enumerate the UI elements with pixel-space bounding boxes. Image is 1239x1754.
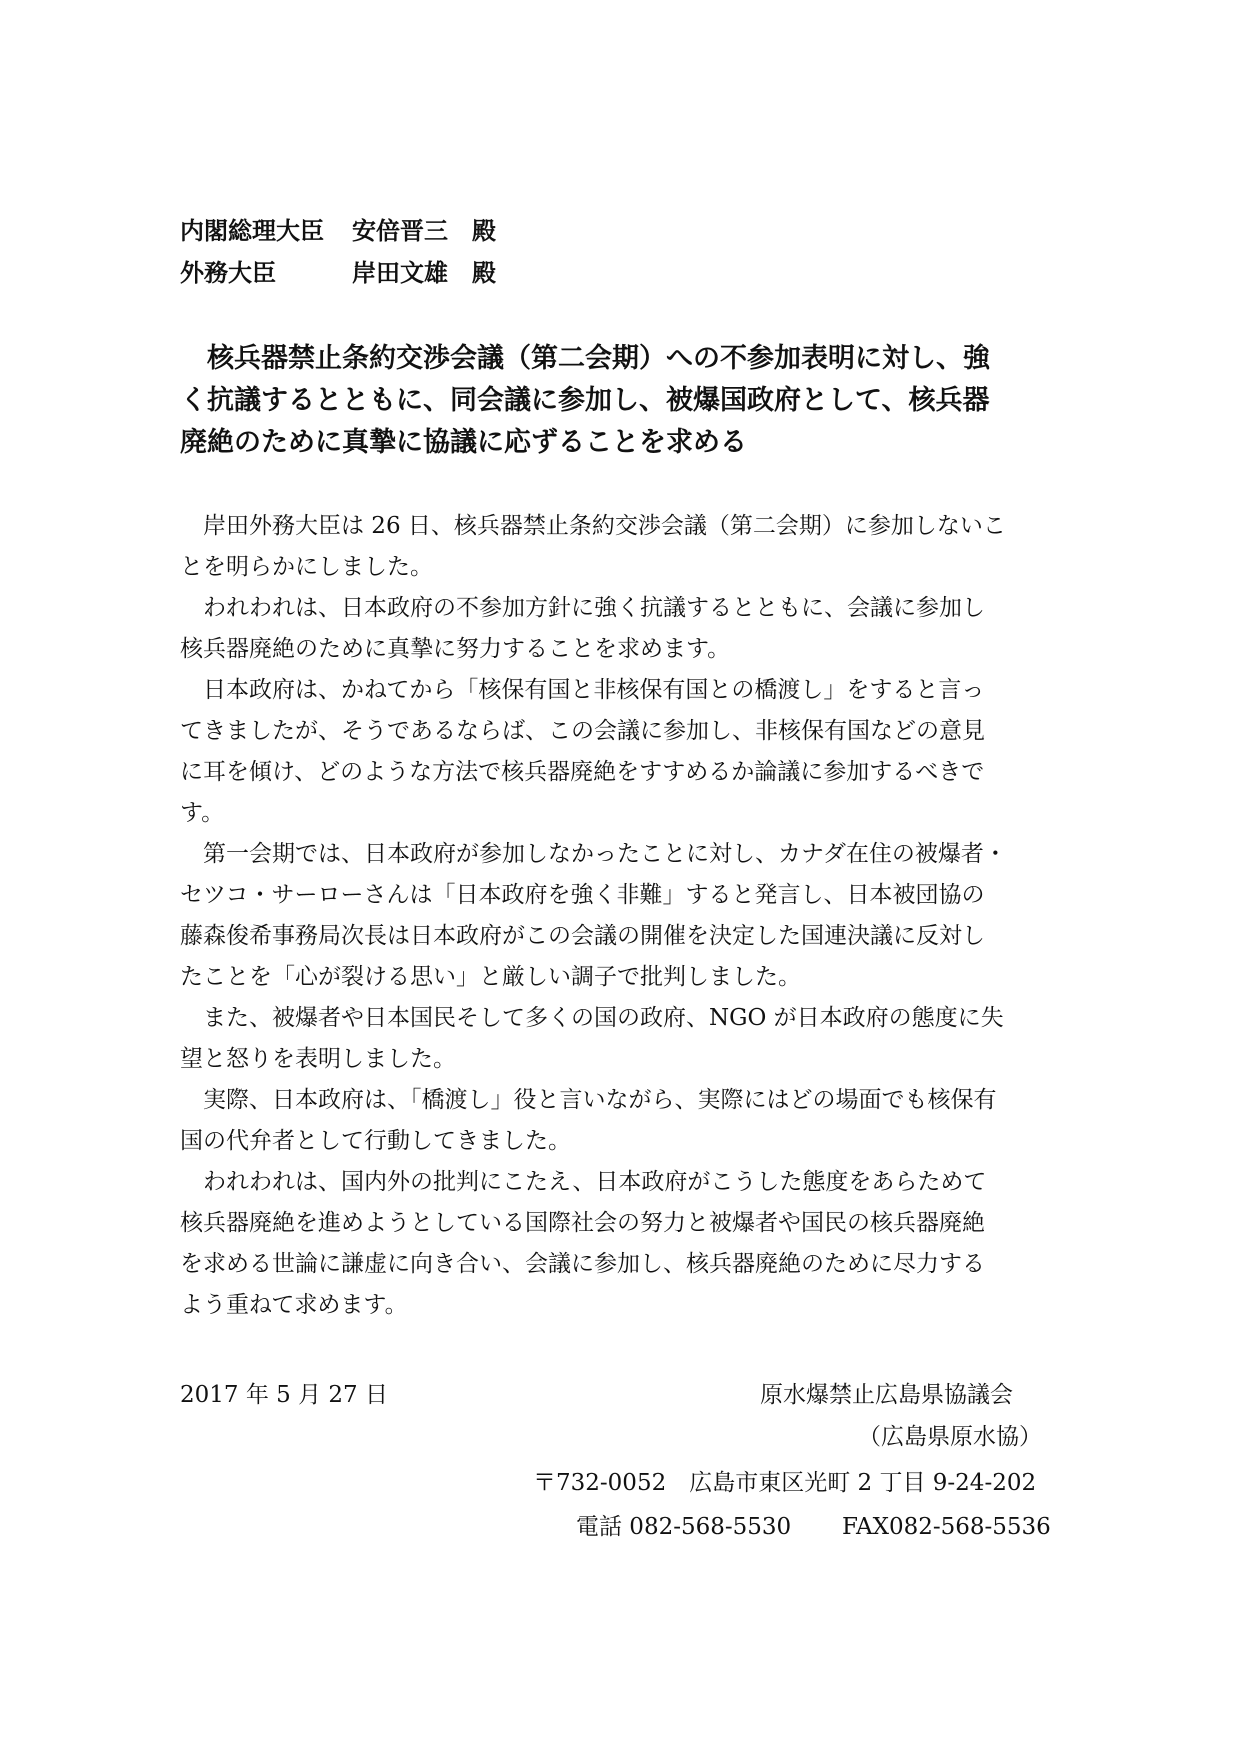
- body-line: 第一会期では、日本政府が参加しなかったことに対し、カナダ在住の被爆者・: [180, 841, 1007, 867]
- fax-number: FAX082-568-5536: [842, 1514, 1051, 1540]
- body-line: セツコ・サーローさんは「日本政府を強く非難」すると発言し、日本被団協の: [180, 882, 985, 908]
- body-line: てきましたが、そうであるならば、この会議に参加し、非核保有国などの意見: [180, 718, 985, 744]
- document-body: [180, 506, 1060, 1326]
- body-line: 国の代弁者として行動してきました。: [180, 1128, 571, 1154]
- body-line: 岸田外務大臣は 26 日、核兵器禁止条約交渉会議（第二会期）に参加しないこ: [180, 513, 1006, 539]
- body-line: とを明らかにしました。: [180, 554, 433, 580]
- body-line: 藤森俊希事務局次長は日本政府がこの会議の開催を決定した国連決議に反対し: [180, 923, 985, 949]
- addressee-role: 内閣総理大臣: [180, 217, 324, 245]
- postal-address: 〒732-0052 広島市東区光町 2 丁目 9-24-202: [533, 1470, 1037, 1496]
- title-line: 核兵器禁止条約交渉会議（第二会期）への不参加表明に対し、強: [180, 343, 990, 374]
- body-line: す。: [180, 800, 225, 826]
- addressee-name: 岸田文雄 殿: [352, 259, 496, 287]
- body-line: また、被爆者や日本国民そして多くの国の政府、NGO が日本政府の態度に失: [180, 1005, 1004, 1031]
- body-line: 日本政府は、かねてから「核保有国と非核保有国との橋渡し」をすると言っ: [180, 677, 985, 703]
- body-line: よう重ねて求めます。: [180, 1292, 408, 1318]
- organization-short-name: （広島県原水協）: [858, 1424, 1042, 1450]
- document-title: [180, 338, 1060, 464]
- addressee-prime-minister: [180, 216, 496, 246]
- document-date: 2017 年 5 月 27 日: [180, 1382, 388, 1408]
- title-line: く抗議するとともに、同会議に参加し、被爆国政府として、核兵器: [180, 385, 990, 416]
- body-line: 核兵器廃絶のために真摯に努力することを求めます。: [180, 636, 731, 662]
- body-line: 核兵器廃絶を進めようとしている国際社会の努力と被爆者や国民の核兵器廃絶: [180, 1210, 985, 1236]
- addressee-name: 安倍晋三 殿: [352, 217, 496, 245]
- organization-name: 原水爆禁止広島県協議会: [760, 1382, 1013, 1408]
- addressee-foreign-minister: [180, 258, 496, 288]
- body-line: たことを「心が裂ける思い」と厳しい調子で批判しました。: [180, 964, 801, 990]
- addressee-role: 外務大臣: [180, 259, 276, 287]
- body-line: を求める世論に謙虚に向き合い、会議に参加し、核兵器廃絶のために尽力する: [180, 1251, 985, 1277]
- body-line: に耳を傾け、どのような方法で核兵器廃絶をすすめるか論議に参加するべきで: [180, 759, 985, 785]
- body-line: 望と怒りを表明しました。: [180, 1046, 456, 1072]
- phone-number: 電話 082-568-5530: [576, 1514, 792, 1540]
- body-line: 実際、日本政府は、「橋渡し」役と言いながら、実際にはどの場面でも核保有: [180, 1087, 997, 1113]
- body-line: われわれは、国内外の批判にこたえ、日本政府がこうした態度をあらためて: [180, 1169, 987, 1195]
- body-line: われわれは、日本政府の不参加方針に強く抗議するとともに、会議に参加し: [180, 595, 985, 621]
- title-line: 廃絶のために真摯に協議に応ずることを求める: [180, 427, 747, 458]
